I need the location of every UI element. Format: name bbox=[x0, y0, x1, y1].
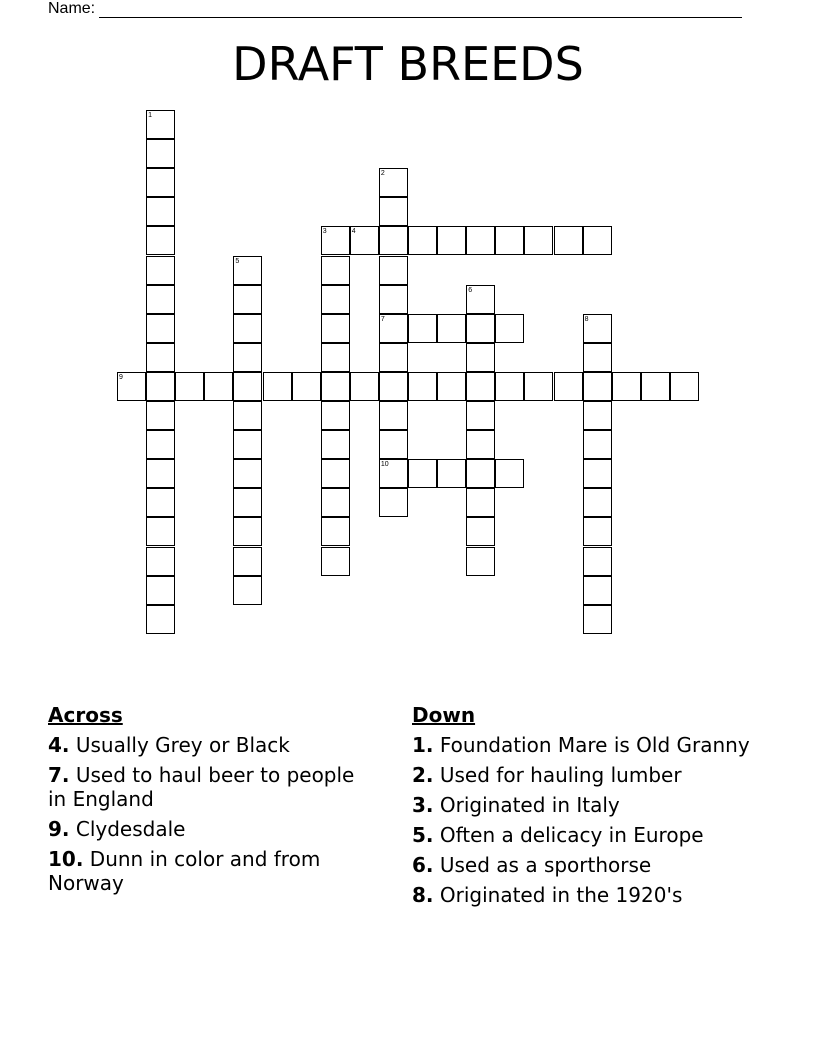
clue-across-10: 10. Dunn in color and from Norway bbox=[48, 847, 321, 895]
grid-cell[interactable] bbox=[466, 459, 495, 488]
grid-cell[interactable] bbox=[146, 459, 175, 488]
grid-cell[interactable] bbox=[524, 372, 553, 401]
grid-cell[interactable] bbox=[379, 401, 408, 430]
grid-cell[interactable] bbox=[379, 285, 408, 314]
grid-cell[interactable] bbox=[466, 430, 495, 459]
grid-cell[interactable] bbox=[408, 314, 437, 343]
grid-cell[interactable] bbox=[379, 372, 408, 401]
grid-cell[interactable] bbox=[554, 226, 583, 255]
grid-cell[interactable] bbox=[466, 285, 495, 314]
grid-cell[interactable] bbox=[466, 343, 495, 372]
grid-cell[interactable] bbox=[379, 314, 408, 343]
grid-cell[interactable] bbox=[146, 605, 175, 634]
clue-across-7: 7. Used to haul beer to people in England bbox=[48, 763, 355, 811]
grid-cell[interactable] bbox=[437, 459, 466, 488]
clue-number: 2 bbox=[380, 170, 385, 178]
grid-cell[interactable] bbox=[233, 517, 262, 546]
grid-cell[interactable] bbox=[583, 343, 612, 372]
grid-cell[interactable] bbox=[233, 488, 262, 517]
grid-cell[interactable] bbox=[117, 372, 146, 401]
grid-cell[interactable] bbox=[321, 226, 350, 255]
grid-cell[interactable] bbox=[292, 372, 321, 401]
puzzle-title: DRAFT BREEDS bbox=[232, 37, 584, 91]
grid-cell[interactable] bbox=[466, 226, 495, 255]
grid-cell[interactable] bbox=[612, 372, 641, 401]
grid-cell[interactable] bbox=[146, 547, 175, 576]
grid-cell[interactable] bbox=[321, 343, 350, 372]
grid-cell[interactable] bbox=[146, 139, 175, 168]
grid-cell[interactable] bbox=[379, 168, 408, 197]
grid-cell[interactable] bbox=[146, 256, 175, 285]
grid-cell[interactable] bbox=[583, 488, 612, 517]
grid-cell[interactable] bbox=[379, 459, 408, 488]
grid-cell[interactable] bbox=[583, 401, 612, 430]
across-heading: Across bbox=[48, 703, 123, 727]
grid-cell[interactable] bbox=[146, 343, 175, 372]
clue-number: 5 bbox=[235, 257, 240, 265]
grid-cell[interactable] bbox=[583, 226, 612, 255]
grid-cell[interactable] bbox=[204, 372, 233, 401]
grid-cell[interactable] bbox=[321, 256, 350, 285]
grid-cell[interactable] bbox=[175, 372, 204, 401]
grid-cell[interactable] bbox=[146, 285, 175, 314]
grid-cell[interactable] bbox=[350, 226, 379, 255]
grid-cell[interactable] bbox=[233, 401, 262, 430]
clue-number: 10 bbox=[380, 461, 389, 469]
grid-cell[interactable] bbox=[466, 401, 495, 430]
grid-cell[interactable] bbox=[379, 488, 408, 517]
clue-number: 7 bbox=[380, 315, 385, 323]
grid-cell[interactable] bbox=[466, 517, 495, 546]
clue-number: 3 bbox=[322, 228, 327, 236]
clue-down-5: 5. Often a delicacy in Europe bbox=[412, 823, 704, 847]
grid-cell[interactable] bbox=[146, 488, 175, 517]
grid-cell[interactable] bbox=[233, 372, 262, 401]
grid-cell[interactable] bbox=[583, 314, 612, 343]
grid-cell[interactable] bbox=[583, 459, 612, 488]
grid-cell[interactable] bbox=[495, 226, 524, 255]
grid-cell[interactable] bbox=[408, 372, 437, 401]
grid-cell[interactable] bbox=[146, 401, 175, 430]
clue-number: 8 bbox=[584, 315, 589, 323]
grid-cell[interactable] bbox=[350, 372, 379, 401]
grid-cell[interactable] bbox=[583, 430, 612, 459]
grid-cell[interactable] bbox=[495, 459, 524, 488]
grid-cell[interactable] bbox=[641, 372, 670, 401]
grid-cell[interactable] bbox=[321, 314, 350, 343]
grid-cell[interactable] bbox=[146, 314, 175, 343]
grid-cell[interactable] bbox=[146, 110, 175, 139]
grid-cell[interactable] bbox=[495, 372, 524, 401]
grid-cell[interactable] bbox=[670, 372, 699, 401]
grid-cell[interactable] bbox=[466, 547, 495, 576]
grid-cell[interactable] bbox=[146, 372, 175, 401]
grid-cell[interactable] bbox=[524, 226, 553, 255]
across-clues bbox=[48, 703, 368, 901]
grid-cell[interactable] bbox=[233, 576, 262, 605]
grid-cell[interactable] bbox=[437, 372, 466, 401]
grid-cell[interactable] bbox=[408, 459, 437, 488]
down-clues bbox=[412, 703, 772, 913]
clue-down-8: 8. Originated in the 1920's bbox=[412, 883, 683, 907]
grid-cell[interactable] bbox=[233, 547, 262, 576]
grid-cell[interactable] bbox=[583, 517, 612, 546]
grid-cell[interactable] bbox=[146, 168, 175, 197]
grid-cell[interactable] bbox=[233, 314, 262, 343]
grid-cell[interactable] bbox=[583, 576, 612, 605]
grid-cell[interactable] bbox=[146, 576, 175, 605]
grid-cell[interactable] bbox=[146, 197, 175, 226]
clue-number: 9 bbox=[119, 373, 123, 381]
grid-cell[interactable] bbox=[466, 314, 495, 343]
clue-down-3: 3. Originated in Italy bbox=[412, 793, 620, 817]
clue-number: 1 bbox=[148, 112, 152, 119]
grid-cell[interactable] bbox=[321, 488, 350, 517]
grid-cell[interactable] bbox=[379, 256, 408, 285]
grid-cell[interactable] bbox=[233, 343, 262, 372]
grid-cell[interactable] bbox=[321, 430, 350, 459]
grid-cell[interactable] bbox=[379, 430, 408, 459]
grid-cell[interactable] bbox=[233, 459, 262, 488]
grid-cell[interactable] bbox=[233, 430, 262, 459]
grid-cell[interactable] bbox=[583, 547, 612, 576]
clue-across-4: 4. Usually Grey or Black bbox=[48, 733, 290, 757]
grid-cell[interactable] bbox=[321, 517, 350, 546]
grid-cell[interactable] bbox=[554, 372, 583, 401]
grid-cell[interactable] bbox=[379, 226, 408, 255]
down-heading: Down bbox=[412, 703, 476, 727]
grid-cell[interactable] bbox=[321, 372, 350, 401]
clue-across-9: 9. Clydesdale bbox=[48, 817, 186, 841]
name-label: Name: bbox=[48, 0, 96, 17]
grid-cell[interactable] bbox=[233, 285, 262, 314]
grid-cell[interactable] bbox=[146, 430, 175, 459]
grid-cell[interactable] bbox=[437, 226, 466, 255]
grid-cell[interactable] bbox=[437, 314, 466, 343]
grid-cell[interactable] bbox=[495, 314, 524, 343]
grid-cell[interactable] bbox=[408, 226, 437, 255]
grid-cell[interactable] bbox=[466, 372, 495, 401]
clue-down-2: 2. Used for hauling lumber bbox=[412, 763, 682, 787]
grid-cell[interactable] bbox=[146, 226, 175, 255]
grid-cell[interactable] bbox=[583, 605, 612, 634]
clue-down-1: 1. Foundation Mare is Old Granny bbox=[412, 733, 750, 757]
grid-cell[interactable] bbox=[321, 547, 350, 576]
grid-cell[interactable] bbox=[583, 372, 612, 401]
grid-cell[interactable] bbox=[233, 256, 262, 285]
grid-cell[interactable] bbox=[466, 488, 495, 517]
grid-cell[interactable] bbox=[321, 401, 350, 430]
grid-cell[interactable] bbox=[146, 517, 175, 546]
clue-number: 6 bbox=[468, 286, 473, 294]
clue-number: 4 bbox=[351, 228, 356, 236]
grid-cell[interactable] bbox=[379, 343, 408, 372]
grid-cell[interactable] bbox=[379, 197, 408, 226]
grid-cell[interactable] bbox=[263, 372, 292, 401]
grid-cell[interactable] bbox=[321, 459, 350, 488]
grid-cell[interactable] bbox=[321, 285, 350, 314]
clue-down-6: 6. Used as a sporthorse bbox=[412, 853, 652, 877]
